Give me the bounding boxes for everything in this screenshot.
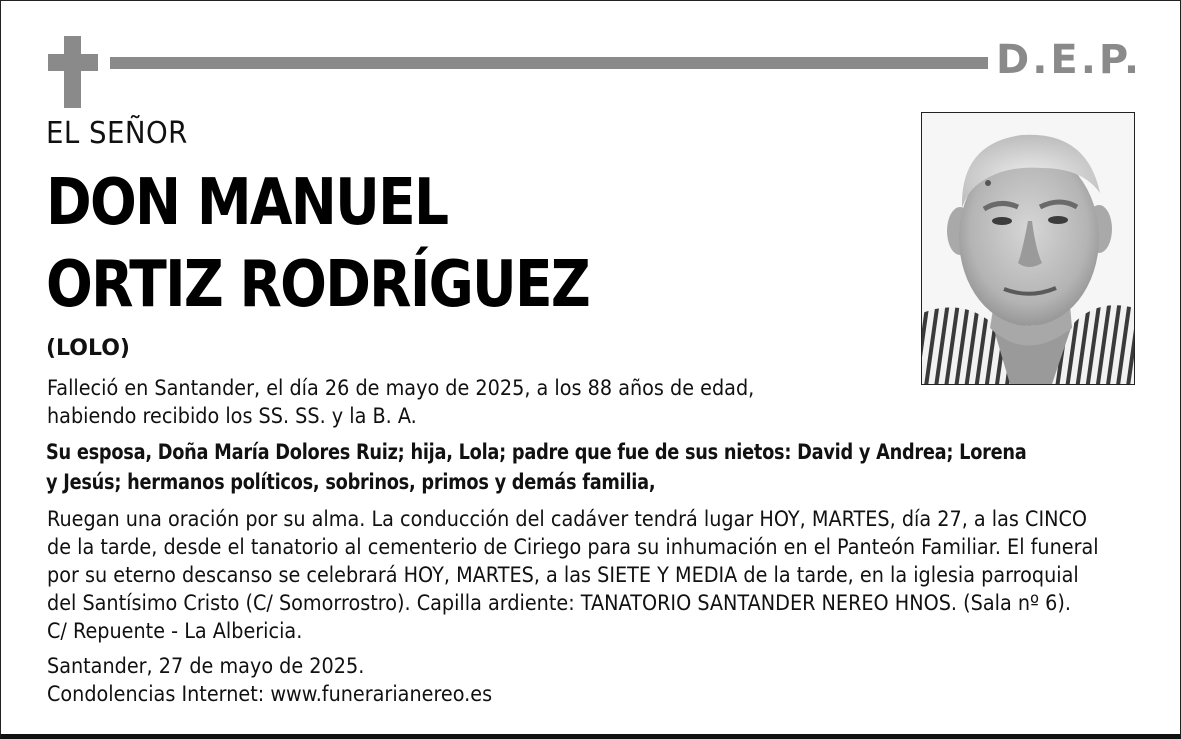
deceased-name-line1: DON MANUEL: [46, 166, 448, 240]
ceremony-line3: por su eterno descanso se celebrará HOY, MARTES, a las SIETE Y MEDIA de la tarde, en la iglesia parroquial: [47, 563, 1079, 587]
dep-label: D.E.P.: [996, 37, 1143, 83]
death-notice-line2: habiendo recibido los SS. SS. y la B. A.: [47, 404, 417, 428]
cross-icon-horizontal: [48, 54, 98, 71]
condolences-line: Condolencias Internet: www.funerarianereo.es: [47, 682, 493, 706]
portrait-image: [922, 113, 1134, 384]
header-rule: [110, 57, 988, 69]
ceremony-line2: de la tarde, desde el tanatorio al cementerio de Ciriego para su inhumación en el Panteón Familiar. El funeral: [47, 535, 1099, 559]
deceased-name-line2: ORTIZ RODRÍGUEZ: [46, 248, 590, 322]
ceremony-line4: del Santísimo Cristo (C/ Somorrostro). Capilla ardiente: TANATORIO SANTANDER NEREO HNOS. (Sala nº 6).: [47, 591, 1072, 615]
ceremony-line5: C/ Repuente - La Albericia.: [47, 619, 303, 643]
death-notice-line1: Falleció en Santander, el día 26 de mayo de 2025, a los 88 años de edad,: [47, 376, 755, 400]
honorific: EL SEÑOR: [46, 116, 188, 151]
date-line: Santander, 27 de mayo de 2025.: [47, 654, 365, 678]
family-line1: Su esposa, Doña María Dolores Ruiz; hija, Lola; padre que fue de sus nietos: David y Andrea; Lorena: [46, 440, 1027, 464]
deceased-nickname: (LOLO): [46, 336, 130, 361]
portrait-photo: [921, 112, 1135, 385]
cross-icon-vertical: [64, 36, 81, 108]
ceremony-line1: Ruegan una oración por su alma. La conducción del cadáver tendrá lugar HOY, MARTES, día 27, a las CINCO: [47, 507, 1088, 531]
family-line2: y Jesús; hermanos políticos, sobrinos, primos y demás familia,: [46, 470, 656, 494]
